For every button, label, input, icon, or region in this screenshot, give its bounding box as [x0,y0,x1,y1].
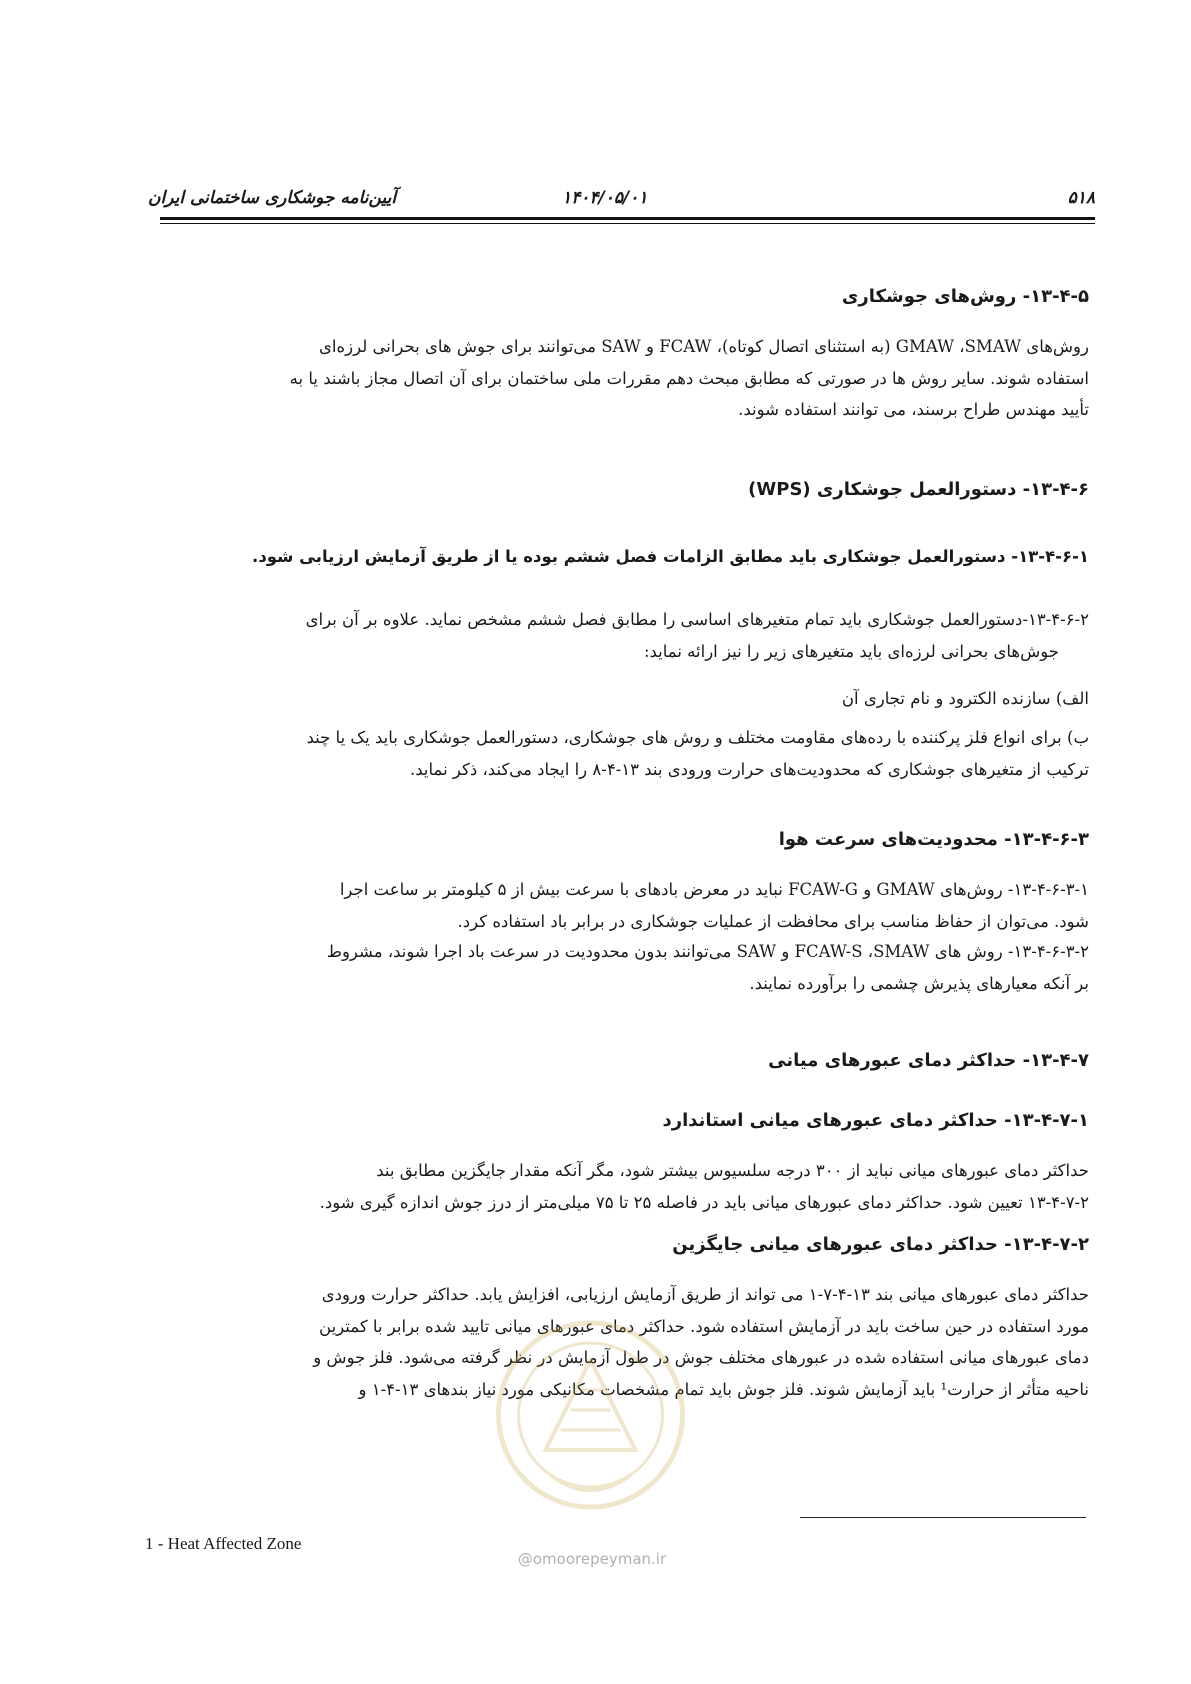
watermark-site-text: omoorepeyman.ir [532,1550,667,1568]
section-heading-13-4-7-2: ۱۳-۴-۷-۲- حداکثر دمای عبورهای میانی جایگزین [672,1234,1089,1255]
clause-13-4-6-3-1 [156,874,1089,937]
clause-13-4-6-1 [156,541,1089,573]
list-item-a [156,683,1089,715]
text-line: شود. می‌توان از حفاظ مناسب برای محافظت از عملیات جوشکاری در برابر باد استفاده کرد. [457,911,1089,931]
watermark-seal-icon [488,1300,693,1530]
watermark-site [502,1550,682,1568]
header-rule-thin [160,223,1095,224]
page-number: ۵۱۸ [1067,188,1095,208]
footnote-rule [800,1517,1086,1518]
text-line: ۱۳-۴-۶-۳-۲- روش های FCAW-S ،SMAW و SAW می‌توانند بدون محدودیت در سرعت باد اجرا شوند، مشروط [326,942,1089,961]
text-line: ۱۳-۴-۶-۲-دستورالعمل جوشکاری باید تمام متغیرهای اساسی را مطابق فصل ششم مشخص نماید. علاوه بر آن برای [305,610,1089,629]
text-line: الف) سازنده الکترود و نام تجاری آن [841,689,1089,708]
header-title: آیین‌نامه جوشکاری ساختمانی ایران [148,188,397,208]
text-line: دمای عبورهای میانی استفاده شده در عبورهای مختلف جوش در طول آزمایش در نظر گرفته می‌شود. فلز جوش و [313,1348,1089,1367]
text-line: بر آنکه معیارهای پذیرش چشمی را برآورده نمایند. [749,973,1089,993]
section-heading-13-4-5: ۱۳-۴-۵- روش‌های جوشکاری [841,286,1089,307]
text-line: حداکثر دمای عبورهای میانی نباید از ۳۰۰ درجه سلسیوس بیشتر شود، مگر آنکه مقدار جایگزین مطابق بند [376,1161,1089,1180]
text-line: تأیید مهندس طراح برسند، می توانند استفاده شوند. [738,400,1089,419]
section-heading-13-4-6-3: ۱۳-۴-۶-۳- محدودیت‌های سرعت هوا [778,829,1089,850]
clause-13-4-6-3-2 [156,936,1089,999]
clause-13-4-6-2 [156,604,1089,667]
text-line: جوش‌های بحرانی لرزه‌ای باید متغیرهای زیر را نیز ارائه نماید: [643,641,1059,661]
paragraph-13-4-5 [156,331,1089,426]
text-line: ب) برای انواع فلز پرکننده با رده‌های مقاومت مختلف و روش های جوشکاری، دستورالعمل جوشکاری باید یک یا چند [306,728,1089,747]
text-line: ترکیب از متغیرهای جوشکاری که محدودیت‌های حرارت ورودی بند ۱۳-۴-۸ را ایجاد می‌کند، ذکر نماید. [410,759,1089,779]
text-line: روش‌های GMAW ،SMAW (به استثنای اتصال کوتاه)، FCAW و SAW می‌توانند برای جوش های بحرانی لرزه‌ای [318,337,1089,356]
text-line: استفاده شوند. سایر روش ها در صورتی که مطابق مبحث دهم مقررات ملی ساختمان برای آن اتصال مجاز باشند یا به [289,368,1089,388]
header-rule-thick [160,217,1095,220]
section-heading-13-4-7: ۱۳-۴-۷- حداکثر دمای عبورهای میانی [768,1050,1089,1071]
paragraph-13-4-7-1 [156,1155,1089,1218]
footnote-text: 1 - Heat Affected Zone [145,1534,302,1553]
text-line: مورد استفاده در حین ساخت باید در آزمایش استفاده شود. حداکثر دمای عبورهای میانی تایید شده برابر با کمترین [319,1316,1089,1336]
at-icon: @ [517,1550,533,1568]
text-line: ناحیه متأثر از حرارت¹ باید آزمایش شوند. فلز جوش باید تمام مشخصات مکانیکی مورد نیاز بندهای ۱۳-۴-۱ و [358,1379,1089,1399]
text-line: ۱۳-۴-۶-۱- دستورالعمل جوشکاری باید مطابق الزامات فصل ششم بوده یا از طریق آزمایش ارزیابی شود. [252,547,1089,566]
header-date: ۱۴۰۴/۰۵/۰۱ [562,188,648,208]
text-line: حداکثر دمای عبورهای میانی بند ۱۳-۴-۷-۱ می تواند از طریق آزمایش ارزیابی، افزایش یابد. حداکثر حرارت ورودی [321,1285,1089,1304]
section-heading-13-4-6: ۱۳-۴-۶- دستورالعمل جوشکاری (WPS) [748,479,1089,500]
text-line: ۱۳-۴-۷-۲ تعیین شود. حداکثر دمای عبورهای میانی باید در فاصله ۲۵ تا ۷۵ میلی‌متر از درز جوش اندازه گیری شود. [319,1192,1089,1212]
list-item-b [156,722,1089,785]
section-heading-13-4-7-1: ۱۳-۴-۷-۱- حداکثر دمای عبورهای میانی استاندارد [662,1110,1089,1131]
text-line: ۱۳-۴-۶-۳-۱- روش‌های GMAW و FCAW-G نباید در معرض بادهای با سرعت بیش از ۵ کیلومتر بر ساعت اجرا [339,880,1089,899]
